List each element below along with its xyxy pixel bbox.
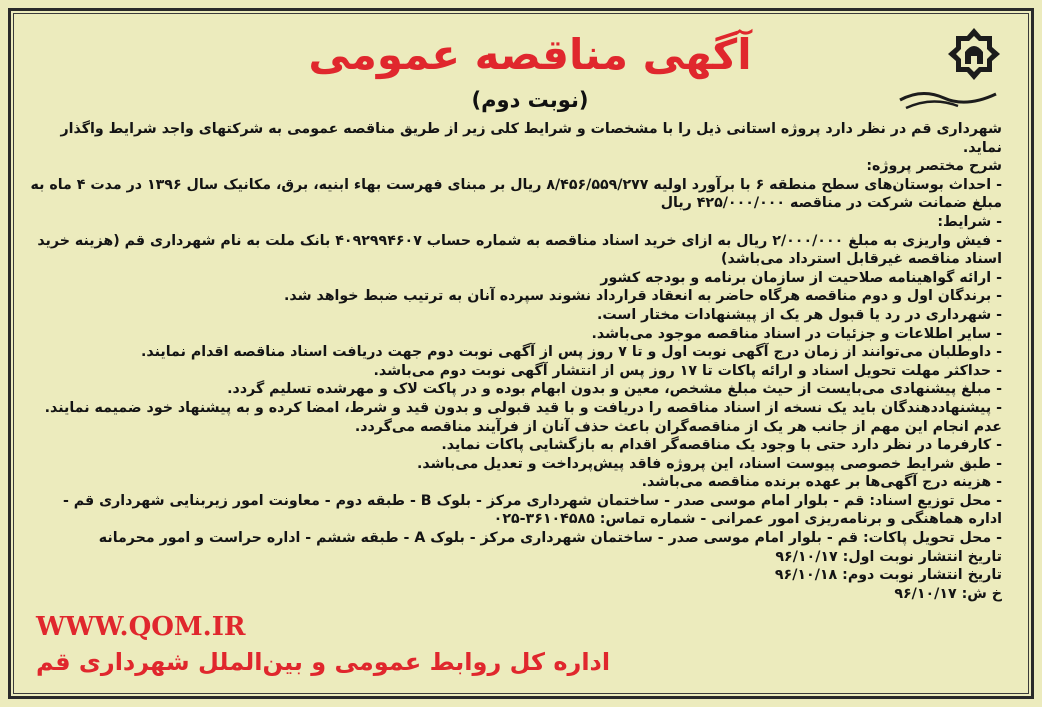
logo-emblem-icon bbox=[892, 24, 1012, 116]
publish-date-first: تاریخ انتشار نوبت اول: ۹۶/۱۰/۱۷ bbox=[775, 548, 1002, 565]
conditions-heading: - شرایط: bbox=[937, 213, 1002, 230]
condition-item: - حداکثر مهلت تحویل اسناد و ارائه پاکات تا ۱۷ روز پس از انتشار آگهی نوبت دوم می‌باشد. bbox=[373, 362, 1002, 379]
publish-date-second: تاریخ انتشار نوبت دوم: ۹۶/۱۰/۱۸ bbox=[774, 567, 1002, 584]
condition-item: - ارائه گواهینامه صلاحیت از سازمان برنامه و بودجه کشور bbox=[600, 269, 1002, 286]
condition-item: - برندگان اول و دوم مناقصه هرگاه حاضر به انعقاد قرارداد نشوند سپرده آنان به ترتیب ضبط خواهد شد. bbox=[284, 288, 1002, 305]
notice-title: آگهی مناقصه عمومی bbox=[308, 30, 752, 79]
condition-item: - طبق شرایط خصوصی پیوست اسناد، این پروژه فاقد پیش‌پرداخت و تعدیل می‌باشد. bbox=[417, 455, 1002, 472]
condition-item: - داوطلبان می‌توانند از زمان درج آگهی نوبت اول و تا ۷ روز پس از آگهی نوبت دوم جهت دریافت اسناد مناقصه اقدام نمایند. bbox=[141, 344, 1002, 361]
notice-subtitle: (نوبت دوم) bbox=[471, 88, 589, 112]
summary-heading: شرح مختصر پروژه: bbox=[866, 158, 1002, 175]
condition-item: - محل تحویل پاکات: قم - بلوار امام موسی صدر - ساختمان شهرداری مرکز - بلوک A - طبقه ششم - اداره حراست و امور محرمانه bbox=[98, 530, 1002, 547]
publisher-org: اداره کل روابط عمومی و بین‌الملل شهرداری قم bbox=[36, 648, 611, 676]
notice-body bbox=[30, 120, 1002, 603]
condition-item: - کارفرما در نظر دارد حتی با وجود یک مناقصه‌گر اقدام به بازگشایی پاکات نماید. bbox=[441, 437, 1002, 454]
condition-item: - سایر اطلاعات و جزئیات در اسناد مناقصه موجود می‌باشد. bbox=[591, 325, 1002, 342]
condition-item: - هزینه درج آگهی‌ها بر عهده برنده مناقصه می‌باشد. bbox=[641, 474, 1002, 491]
website-link[interactable]: WWW.QOM.IR bbox=[36, 612, 246, 642]
condition-item: - پیشنهاددهندگان باید یک نسخه از اسناد مناقصه را دریافت و با قید قبولی و بدون قید و شرط، امضا کرده و به پیشنهاد خود ضمیمه نمایند. عدم انجام این مهم از جانب هر یک از مناقصه‌گران باعث حذف آنان از فرآیند مناقصه می‌گردد. bbox=[44, 399, 1002, 435]
intro-paragraph: شهرداری قم در نظر دارد پروژه استانی ذیل را با مشخصات و شرایط کلی زیر از طریق مناقصه عمومی به شرکتهای واجد شرایط واگذار نماید. bbox=[60, 121, 1002, 156]
condition-item: - محل توزیع اسناد: قم - بلوار امام موسی صدر - ساختمان شهرداری مرکز - بلوک B - طبقه دوم - معاونت امور زیربنایی شهرداری قم - اداره هماهنگی و برنامه‌ریزی امور عمرانی - شماره تماس: ۳۶۱۰۴۵۸۵-۰۲۵ bbox=[62, 492, 1002, 528]
condition-item: - فیش واریزی به مبلغ ۲/۰۰۰/۰۰۰ ریال به ازای خرید اسناد مناقصه به شماره حساب ۴۰۹۲۹۹۴۶۰۷ بانک ملت به نام شهرداری قم (هزینه خرید اسناد مناقصه غیرقابل استرداد می‌باشد) bbox=[37, 232, 1002, 268]
summary-item: - احداث بوستان‌های سطح منطقه ۶ با برآورد اولیه ۸/۴۵۶/۵۵۹/۲۷۷ ریال بر مبنای فهرست بهاء ابنیه، برق، مکانیک سال ۱۳۹۶ در مدت ۴ ماه به مبلغ ضمانت شرکت در مناقصه ۴۲۵/۰۰۰/۰۰۰ ریال bbox=[30, 176, 1002, 212]
condition-item: - مبلغ پیشنهادی می‌بایست از حیث مبلغ مشخص، معین و بدون ابهام بوده و در پاکت لاک و مهرشده تسلیم گردد. bbox=[227, 381, 1002, 398]
condition-item: - شهرداری در رد یا قبول هر یک از پیشنهادات مختار است. bbox=[596, 306, 1002, 323]
notice-code-date: خ ش: ۹۶/۱۰/۱۷ bbox=[894, 585, 1002, 602]
qom-municipality-logo bbox=[892, 24, 1012, 116]
